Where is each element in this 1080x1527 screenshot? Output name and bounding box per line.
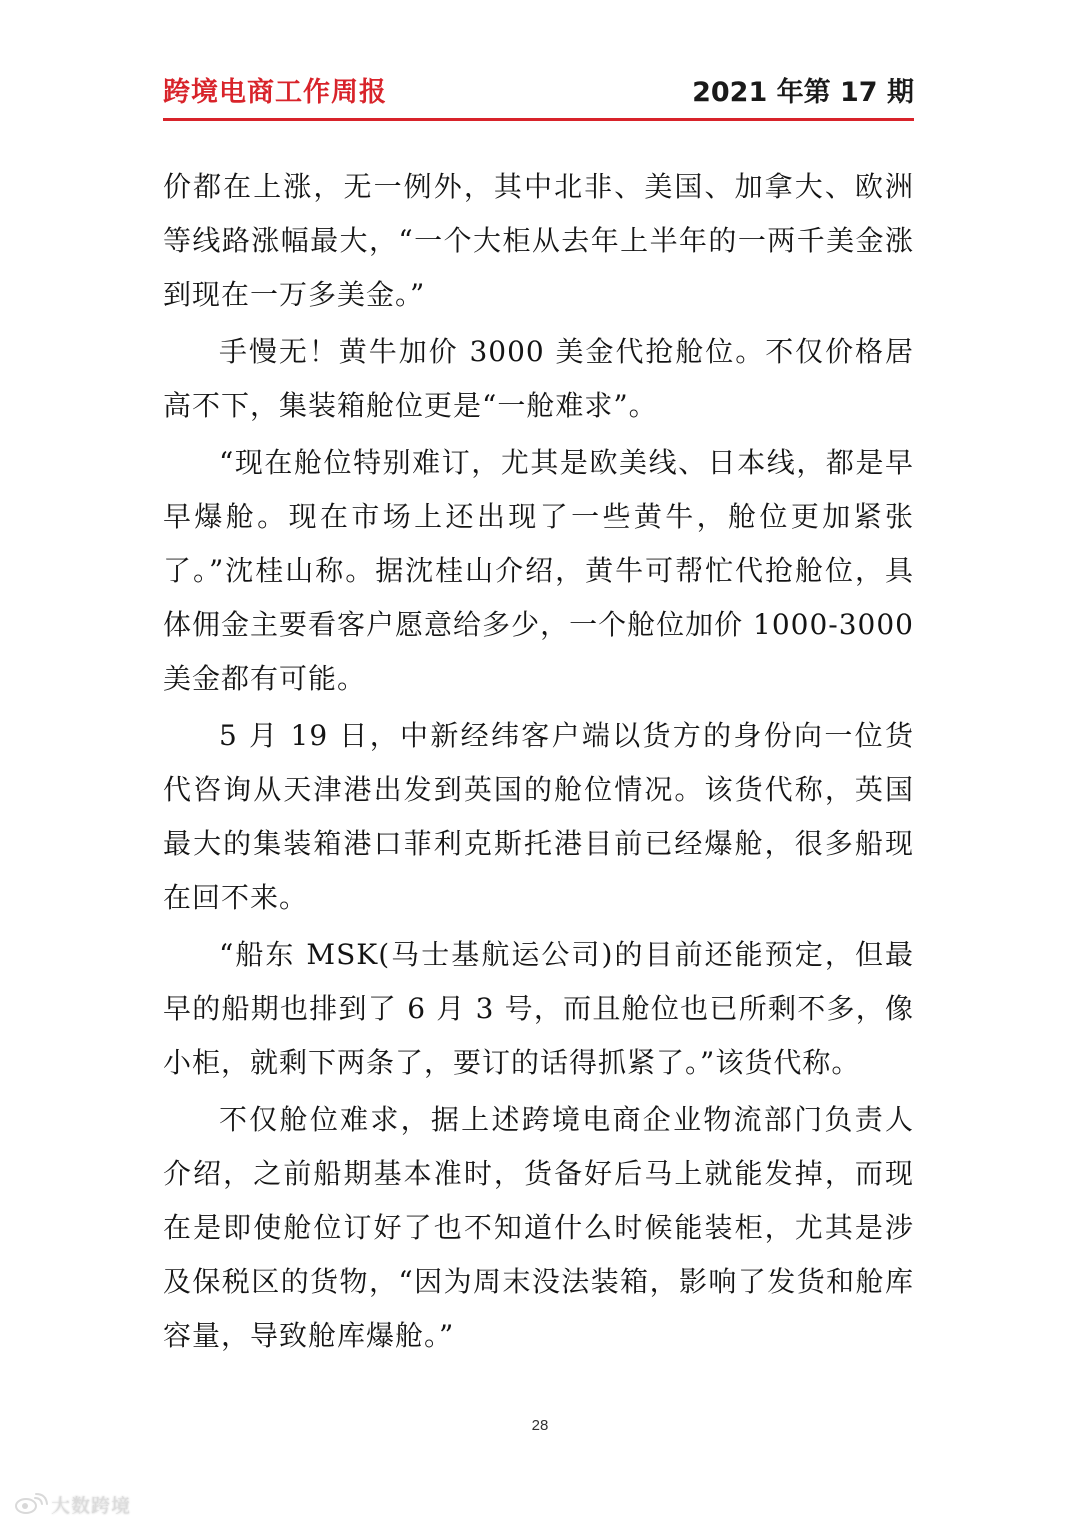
paragraph-1: 价都在上涨，无一例外，其中北非、美国、加拿大、欧洲等线路涨幅最大，“一个大柜从去年上半年的一两千美金涨到现在一万多美金。”	[163, 170, 914, 311]
watermark-text: 大数跨境	[51, 1494, 132, 1517]
header-divider	[163, 118, 914, 121]
paragraph-3: “现在舱位特别难订，尤其是欧美线、日本线，都是早早爆舱。现在市场上还出现了一些黄牛，舱位更加紧张了。”沈桂山称。据沈桂山介绍，黄牛可帮忙代抢舱位，具体佣金主要看客户愿意给多少，一个舱位加价 1000-3000 美金都有可能。	[163, 446, 914, 695]
page-number: 28	[531, 1417, 549, 1434]
issue-number: 2021 年第 17 期	[692, 77, 914, 108]
paragraph-6: 不仅舱位难求，据上述跨境电商企业物流部门负责人介绍，之前船期基本准时，货备好后马上就能发掉，而现在是即使舱位订好了也不知道什么时候能装柜，尤其是涉及保税区的货物，“因为周末没法装箱，影响了发货和舱库容量，导致舱库爆舱。”	[163, 1103, 914, 1352]
paragraph-2: 手慢无！黄牛加价 3000 美金代抢舱位。不仅价格居高不下，集装箱舱位更是“一舱难求”。	[163, 335, 914, 422]
watermark	[14, 1491, 131, 1517]
article-body	[163, 160, 914, 1366]
report-title: 跨境电商工作周报	[163, 77, 387, 108]
weibo-eye-icon	[14, 1493, 48, 1515]
paragraph-4: 5 月 19 日，中新经纬客户端以货方的身份向一位货代咨询从天津港出发到英国的舱位情况。该货代称，英国最大的集装箱港口菲利克斯托港目前已经爆舱，很多船现在回不来。	[163, 719, 914, 914]
paragraph-5: “船东 MSK(马士基航运公司)的目前还能预定，但最早的船期也排到了 6 月 3 号，而且舱位也已所剩不多，像小柜，就剩下两条了，要订的话得抓紧了。”该货代称。	[163, 938, 914, 1079]
